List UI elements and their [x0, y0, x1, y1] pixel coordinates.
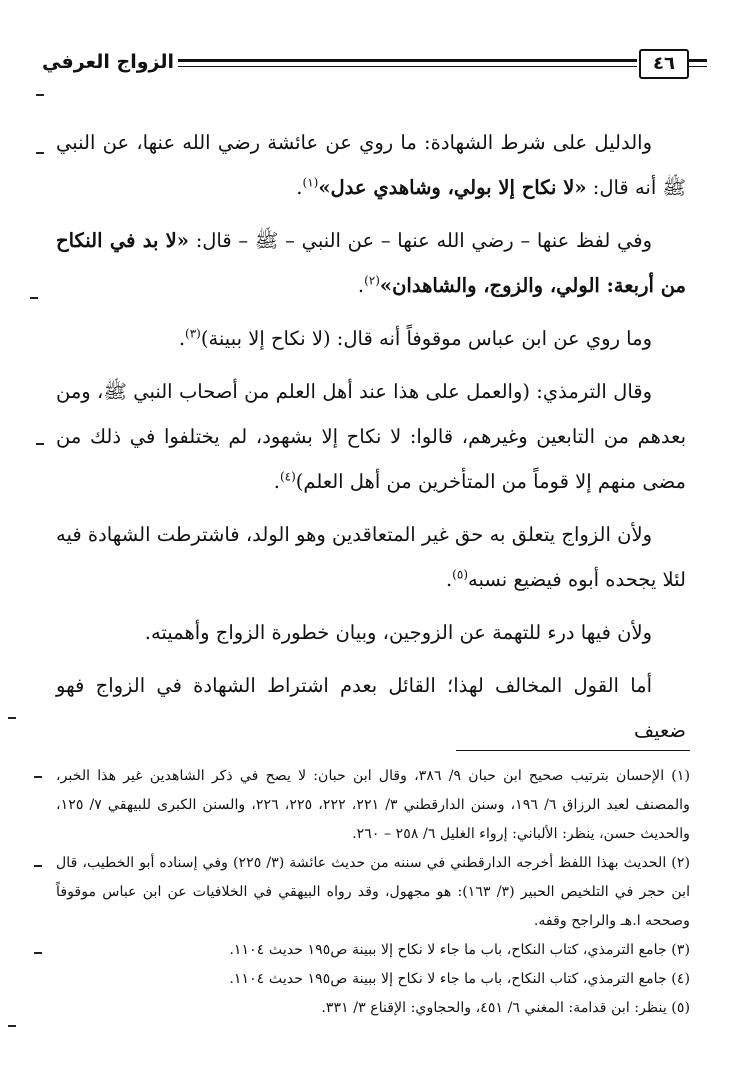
footnote: (٤) جامع الترمذي، كتاب النكاح، باب ما جاء لا نكاح إلا ببينة ص١٩٥ حديث ١١٠٤.: [229, 971, 690, 987]
main-text: [56, 120, 686, 753]
paragraph: أما القول المخالف لهذا؛ القائل بعدم اشتراط الشهادة في الزواج فهو ضعيف: [56, 674, 686, 742]
paragraph: وقال الترمذي: (والعمل على هذا عند أهل العلم من أصحاب النبي ﷺ، ومن بعدهم من التابعين وغيرهم، قالوا: لا نكاح إلا بشهود، لم يختلفوا في ذلك من مضى منهم إلا قوماً من المتأخرين من أهل العلم)$^{(٤)}$.: [56, 380, 686, 493]
paragraph: والدليل على شرط الشهادة: ما روي عن عائشة رضي الله عنها، عن النبي ﷺ أنه قال: «لا نكاح إلا بولي، وشاهدي عدل»$^{(١)}$.: [56, 131, 686, 199]
footnote-ref: (٣): [185, 326, 201, 341]
running-title: الزواج العرفي: [42, 51, 174, 73]
header-rule-right: [687, 59, 707, 62]
paragraph: وما روي عن ابن عباس موقوفاً أنه قال: (لا نكاح إلا ببينة)$^{(٣)}$.: [178, 326, 652, 350]
header-rule-right-thin: [687, 66, 707, 67]
paragraph: وفي لفظ عنها – رضي الله عنها – عن النبي – ﷺ – قال: «لا بد في النكاح من أربعة: الولي، والزوج، والشاهدان»$^{(٢)}$.: [56, 229, 686, 297]
margin-mark: [36, 94, 44, 96]
hadith-quote: «لا بد في النكاح من أربعة: الولي، والزوج، والشاهدان»: [56, 229, 686, 297]
footnotes: [56, 762, 690, 1023]
header-rule: [178, 59, 637, 62]
header-rule-thin: [178, 66, 637, 67]
footnote-separator: [456, 750, 690, 751]
paragraph: ولأن الزواج يتعلق به حق غير المتعاقدين وهو الولد، فاشترطت الشهادة فيه لئلا يجحده أبوه فيضيع نسبه$^{(٥)}$.: [56, 523, 686, 591]
paragraph: ولأن فيها درء للتهمة عن الزوجين، وبيان خطورة الزواج وأهميته.: [144, 621, 652, 644]
footnote-ref: (٢): [364, 273, 380, 288]
page-header: [42, 45, 710, 85]
margin-mark: [36, 152, 44, 154]
margin-mark: [34, 776, 42, 778]
margin-mark: [34, 952, 42, 954]
footnote-ref: (١): [302, 175, 319, 190]
margin-mark: [8, 1025, 16, 1027]
footnote: (٣) جامع الترمذي، كتاب النكاح، باب ما جاء لا نكاح إلا ببينة ص١٩٥ حديث ١١٠٤.: [229, 942, 690, 958]
margin-mark: [8, 717, 16, 719]
margin-mark: [36, 443, 44, 445]
hadith-quote: «لا نكاح إلا بولي، وشاهدي عدل»: [318, 176, 587, 199]
footnote-ref: (٥): [452, 567, 468, 582]
margin-mark: [30, 297, 38, 299]
footnote: (٢) الحديث بهذا اللفظ أخرجه الدارقطني في سننه من حديث عائشة (٣/ ٢٢٥) وفي إسناده أبو الخطيب، قال ابن حجر في التلخيص الحبير (٣/ ١٦٣): هو مجهول، وقد رواه البيهقي في الخلافيات عن ابن عباس موقوفاً وصححه ا.هـ والراجح وقفه.: [56, 855, 691, 929]
footnote-ref: (٤): [279, 469, 296, 484]
page-number: ٤٦: [639, 49, 689, 79]
footnote: (١) الإحسان بترتيب صحيح ابن حبان ٩/ ٣٨٦، وقال ابن حبان: لا يصح في ذكر الشاهدين غير هذا الخبر، والمصنف لعبد الرزاق ٦/ ١٩٦، وسنن الدارقطني ٣/ ٢٢١، ٢٢٢، ٢٢٥، ٢٢٦، والسنن الكبرى للبيهقي ٧/ ١٢٥، والحديث حسن، ينظر: الألباني: إرواء الغليل ٦/ ٢٥٨ – ٢٦٠.: [56, 768, 690, 842]
margin-mark: [34, 865, 42, 867]
footnote: (٥) ينظر: ابن قدامة: المغني ٦/ ٤٥١، والحجاوي: الإقناع ٣/ ٣٣١.: [321, 1000, 690, 1016]
